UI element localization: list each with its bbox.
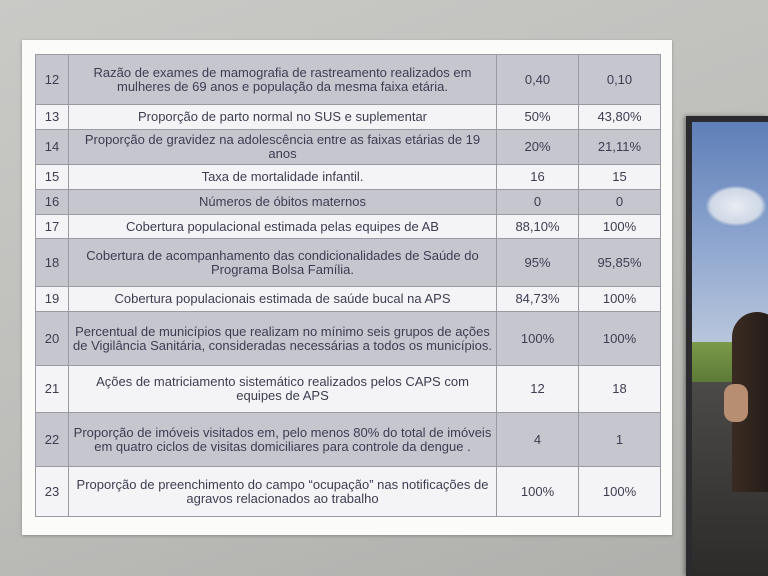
- value-col-1: 4: [497, 413, 579, 467]
- value-col-2: 0,10: [579, 55, 661, 105]
- table-row: [36, 467, 661, 517]
- value-col-2: 95,85%: [579, 239, 661, 287]
- value-col-2: 15: [579, 165, 661, 190]
- table-row: [36, 55, 661, 105]
- value-col-2: 0: [579, 190, 661, 215]
- wall-painting: [686, 116, 768, 576]
- row-number: 15: [36, 165, 69, 190]
- indicator-description: Proporção de gravidez na adolescência entre as faixas etárias de 19 anos: [69, 130, 497, 165]
- table-row: [36, 413, 661, 467]
- indicator-description: Percentual de municípios que realizam no mínimo seis grupos de ações de Vigilância Sanitária, consideradas necessárias a todos os municípios.: [69, 312, 497, 366]
- painting-cloud: [706, 186, 766, 226]
- value-col-2: 100%: [579, 287, 661, 312]
- row-number: 19: [36, 287, 69, 312]
- value-col-1: 12: [497, 366, 579, 413]
- value-col-2: 21,11%: [579, 130, 661, 165]
- indicators-table: [35, 54, 661, 517]
- table-row: [36, 165, 661, 190]
- value-col-1: 100%: [497, 467, 579, 517]
- value-col-1: 20%: [497, 130, 579, 165]
- value-col-1: 0: [497, 190, 579, 215]
- row-number: 23: [36, 467, 69, 517]
- row-number: 16: [36, 190, 69, 215]
- table-row: [36, 287, 661, 312]
- value-col-1: 95%: [497, 239, 579, 287]
- row-number: 18: [36, 239, 69, 287]
- indicator-description: Razão de exames de mamografia de rastreamento realizados em mulheres de 69 anos e população da mesma faixa etária.: [69, 55, 497, 105]
- indicator-description: Cobertura populacionais estimada de saúde bucal na APS: [69, 287, 497, 312]
- value-col-2: 1: [579, 413, 661, 467]
- table-row: [36, 239, 661, 287]
- row-number: 12: [36, 55, 69, 105]
- table-row: [36, 105, 661, 130]
- indicator-description: Proporção de parto normal no SUS e suplementar: [69, 105, 497, 130]
- indicator-description: Taxa de mortalidade infantil.: [69, 165, 497, 190]
- indicator-description: Proporção de preenchimento do campo “ocupação” nas notificações de agravos relacionados ao trabalho: [69, 467, 497, 517]
- table-row: [36, 312, 661, 366]
- row-number: 20: [36, 312, 69, 366]
- row-number: 13: [36, 105, 69, 130]
- value-col-2: 100%: [579, 215, 661, 239]
- row-number: 14: [36, 130, 69, 165]
- indicator-description: Cobertura de acompanhamento das condicionalidades de Saúde do Programa Bolsa Família.: [69, 239, 497, 287]
- row-number: 22: [36, 413, 69, 467]
- indicator-description: Números de óbitos maternos: [69, 190, 497, 215]
- value-col-2: 43,80%: [579, 105, 661, 130]
- indicator-description: Proporção de imóveis visitados em, pelo menos 80% do total de imóveis em quatro ciclos de visitas domiciliares para controle da dengue .: [69, 413, 497, 467]
- painting-hand: [724, 384, 748, 422]
- row-number: 21: [36, 366, 69, 413]
- value-col-1: 16: [497, 165, 579, 190]
- value-col-2: 100%: [579, 312, 661, 366]
- table-row: [36, 215, 661, 239]
- value-col-2: 18: [579, 366, 661, 413]
- painting-sky: [692, 122, 768, 342]
- table-row: [36, 190, 661, 215]
- indicator-description: Cobertura populacional estimada pelas equipes de AB: [69, 215, 497, 239]
- value-col-1: 0,40: [497, 55, 579, 105]
- value-col-2: 100%: [579, 467, 661, 517]
- value-col-1: 88,10%: [497, 215, 579, 239]
- table-row: [36, 366, 661, 413]
- value-col-1: 84,73%: [497, 287, 579, 312]
- projected-slide: [22, 40, 672, 535]
- indicator-description: Ações de matriciamento sistemático realizados pelos CAPS com equipes de APS: [69, 366, 497, 413]
- value-col-1: 100%: [497, 312, 579, 366]
- row-number: 17: [36, 215, 69, 239]
- table-row: [36, 130, 661, 165]
- value-col-1: 50%: [497, 105, 579, 130]
